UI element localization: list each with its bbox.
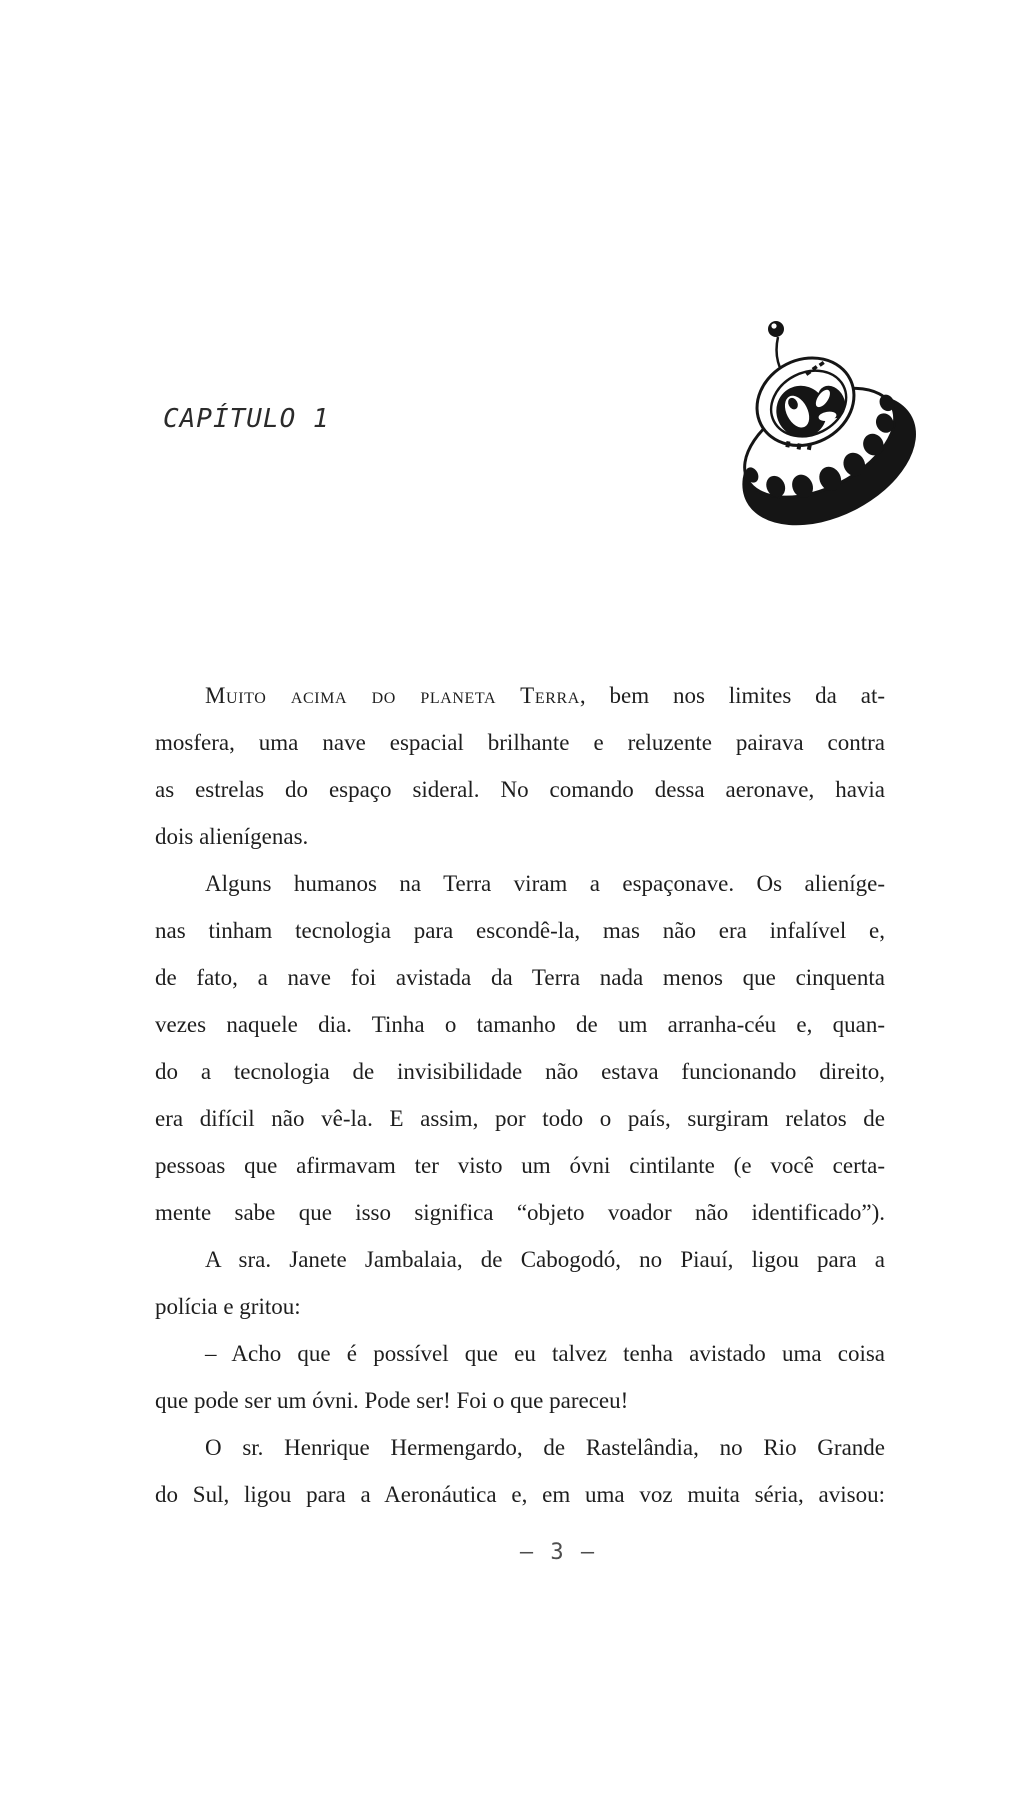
text-line: dois alienígenas. — [155, 824, 309, 849]
text-line: Muito acima do planeta Terra, bem nos limites da at- — [205, 683, 885, 708]
text-line: mosfera, uma nave espacial brilhante e reluzente pairava contra — [155, 730, 885, 755]
text-line: era difícil não vê-la. E assim, por todo o país, surgiram relatos de — [155, 1106, 885, 1131]
ufo-body — [726, 324, 928, 552]
text-line: as estrelas do espaço sideral. No comando dessa aeronave, havia — [155, 777, 885, 802]
text-line: do Sul, ligou para a Aeronáutica e, em uma voz muita séria, avisou: — [155, 1482, 885, 1507]
text-line: Alguns humanos na Terra viram a espaçonave. Os alieníge- — [205, 871, 885, 896]
text-line: O sr. Henrique Hermengardo, de Rastelândia, no Rio Grande — [205, 1435, 885, 1460]
text-line: de fato, a nave foi avistada da Terra nada menos que cinquenta — [155, 965, 885, 990]
ufo-illustration — [726, 313, 928, 561]
body-text — [155, 672, 885, 1518]
ufo-spaceship-icon — [726, 313, 928, 561]
text-line: pessoas que afirmavam ter visto um óvni cintilante (e você certa- — [155, 1153, 885, 1178]
smallcaps-lead: Muito acima do planeta Terra — [205, 683, 580, 708]
text-line: mente sabe que isso significa “objeto voador não identificado”). — [155, 1200, 885, 1225]
text-line: – Acho que é possível que eu talvez tenha avistado uma coisa — [205, 1341, 885, 1366]
text-line: que pode ser um óvni. Pode ser! Foi o que pareceu! — [155, 1388, 629, 1413]
text-line: do a tecnologia de invisibilidade não estava funcionando direito, — [155, 1059, 885, 1084]
text-line: A sra. Janete Jambalaia, de Cabogodó, no Piauí, ligou para a — [205, 1247, 885, 1272]
text-line: vezes naquele dia. Tinha o tamanho de um arranha-céu e, quan- — [155, 1012, 885, 1037]
text-line: polícia e gritou: — [155, 1294, 301, 1319]
text-line: nas tinham tecnologia para escondê-la, mas não era infalível e, — [155, 918, 885, 943]
page-number: — 3 — — [519, 1540, 597, 1565]
chapter-heading: CAPÍTULO 1 — [163, 404, 330, 434]
